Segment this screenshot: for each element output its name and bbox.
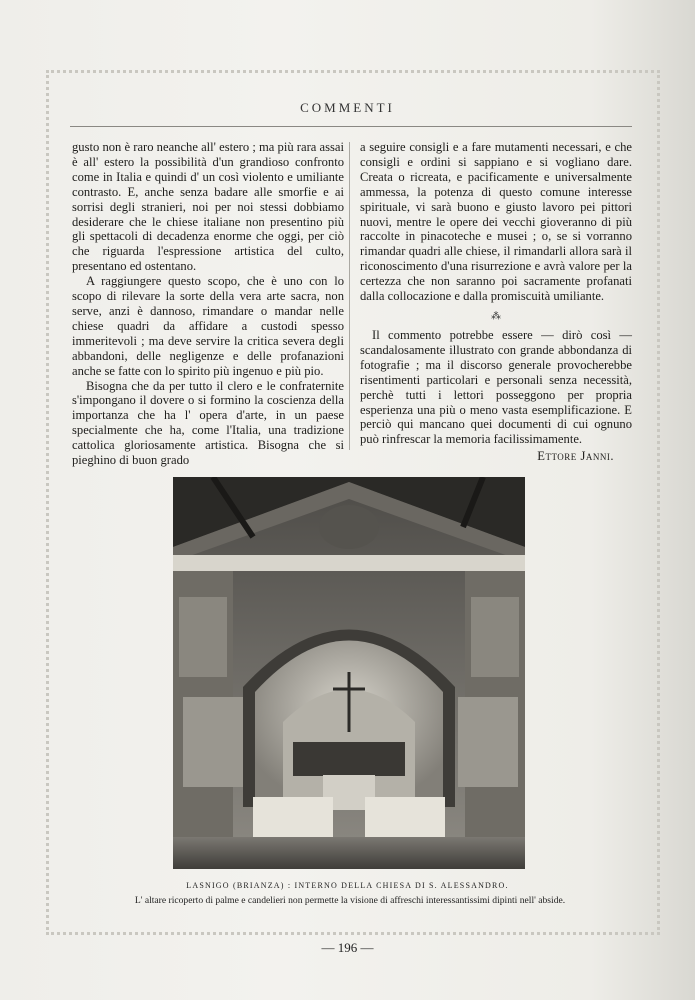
paragraph: Il commento potrebbe essere — dirò così — scandalosamente illustrato con grande abbondanza di fotografie ; ma il discorso generale provocherebbe risentimenti particolari e personali senza necessità, perchè tutti i lettori posseggono per propria esperienza una più o meno vasta esemplificazione. E perciò qui mancano quei documenti di cui ognuno può rinfrescar la memoria facilissimamente.: [360, 327, 632, 447]
header-rule: [70, 126, 632, 127]
paragraph: gusto non è raro neanche all' estero ; ma più rara assai è all' estero la possibilità d'un grandioso confronto come in Italia e quindi d' un così violento e umiliante contrasto. E, anche senza badare alle smorfie e ai sorrisi degli stranieri, noi per noi stessi dobbiamo desiderare che le chiese italiane non presentino più gli spettacoli di decadenza enorme che oggi, per ciò che riguarda l'espressione artistica del culto, presentano ed ostentano.: [72, 140, 344, 274]
section-separator: ⁂: [491, 310, 501, 322]
church-interior-photo: [173, 477, 525, 869]
paragraph: A raggiungere questo scopo, che è uno con lo scopo di rilevare la sorte della vera arte sacra, non serve, anzi è dannoso, rimandare o mandar nelle chiese quadri da affidare a custodi spesso immeritevoli ; ma deve servire la critica severa degli abbandoni, delle negligenze e delle profanazioni anche se fatte con lo spirito più ingenuo e più pio.: [72, 274, 344, 378]
right-column: [360, 140, 632, 464]
author-signature: Ettore Janni.: [537, 449, 614, 464]
column-divider: [349, 142, 350, 450]
left-column: [72, 140, 344, 468]
paragraph: a seguire consigli e a fare mutamenti necessari, e che consigli e ordini si sappiano e si vogliano dare. Creata o ricreata, e pacificamente e universalmente ammessa, la potenza di questo comune interesse spirituale, vi sarà buono e giusto lavoro pei pittori nuovi, mentre le opere dei vecchi gioveranno di più raccolte in pinacoteche e musei ; o, se si vorranno rimandar quadri alle chiese, il rimandarli allora sarà il riconoscimento d'una risurrezione e avrà valore per la certezza che non saranno poi sacramente profanati dalla collocazione e dalla promiscuità umiliante.: [360, 140, 632, 304]
running-title: COMMENTI: [300, 100, 395, 115]
page-number: — 196 —: [321, 940, 374, 955]
figure-caption-text: L' altare ricoperto di palme e candelieri non permette la visione di affreschi interessantissimi dipinti nell' abside.: [134, 895, 566, 906]
figure-caption-title: LASNIGO (BRIANZA) : INTERNO DELLA CHIESA DI S. ALESSANDRO.: [186, 881, 509, 890]
paragraph: Bisogna che da per tutto il clero e le confraternite s'impongano il dovere o si formino la coscienza della importanza che ha l' opera d'arte, in un paese specialmente che ha, come l'Italia, una tradizione cattolica gloriosamente artistica. Bisogna che si pieghino di buon grado: [72, 378, 344, 468]
